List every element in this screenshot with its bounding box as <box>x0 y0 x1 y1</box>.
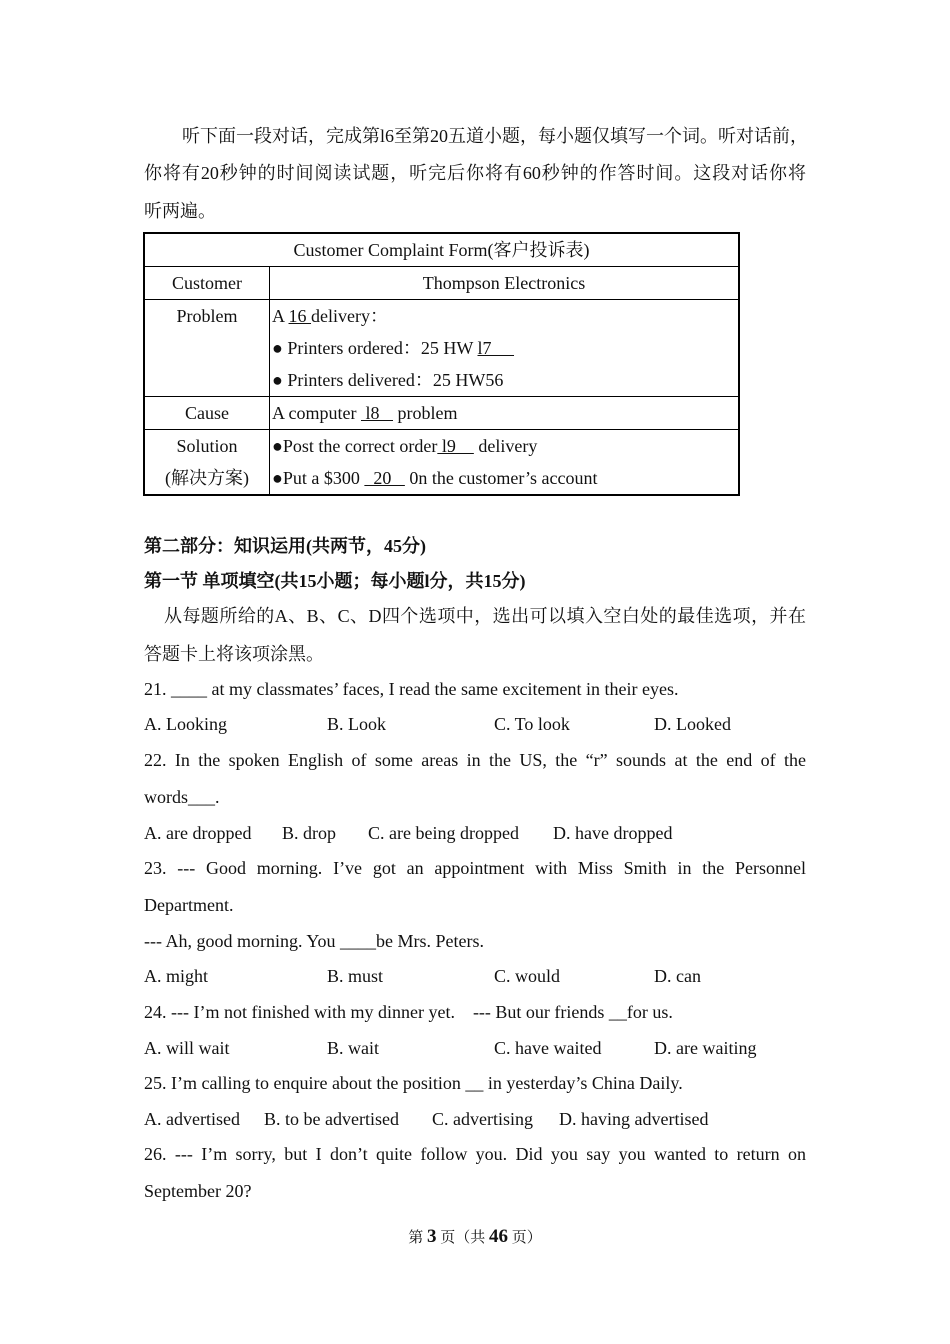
intro-line-3: 听两遍。 <box>144 201 216 221</box>
intro-line-2: 你将有20秒钟的时间阅读试题，听完后你将有60秒钟的作答时间。这段对话你将 <box>144 163 806 183</box>
problem-label: Problem <box>144 300 270 397</box>
footer-pre: 第 <box>408 1230 427 1246</box>
printers-ordered-text: ● Printers ordered：25 HW <box>272 338 473 358</box>
question-22-line-1: 22. In the spoken English of some areas in the US, the “r” sounds at the end of the <box>144 750 806 770</box>
solution-line-1 <box>272 430 736 462</box>
q21-option-d: D. Looked <box>654 714 731 734</box>
cause-text-a: A computer <box>272 403 357 423</box>
solution-1-text-b: delivery <box>473 436 538 456</box>
question-22-line-2: words___. <box>144 787 220 807</box>
question-23-line-2: Department. <box>144 895 234 915</box>
page-footer <box>0 1226 950 1248</box>
instructions-line-1: 从每题所给的A、B、C、D四个选项中，选出可以填入空白处的最佳选项，并在 <box>164 606 806 626</box>
q25-option-a: A. advertised <box>144 1109 240 1129</box>
q24-option-b: B. wait <box>327 1038 379 1058</box>
question-23-line-3: --- Ah, good morning. You ____be Mrs. Peters. <box>144 931 484 951</box>
solution-2-text-b: 0n the customer’s account <box>404 468 598 488</box>
q24-option-c: C. have waited <box>494 1038 602 1058</box>
solution-label-line-1: Solution <box>176 436 238 456</box>
q23-option-b: B. must <box>327 966 384 986</box>
q24-option-d: D. are waiting <box>654 1038 757 1058</box>
footer-post: 页） <box>508 1230 542 1246</box>
blank-19: l9 <box>437 436 474 456</box>
problem-text-a: A <box>272 306 285 326</box>
question-25: 25. I’m calling to enquire about the position __ in yesterday’s China Daily. <box>144 1073 683 1093</box>
blank-18: l8 <box>360 403 393 423</box>
total-pages: 46 <box>489 1226 508 1247</box>
printers-delivered-text: ● Printers delivered：25 HW56 <box>272 370 504 390</box>
question-21: 21. ____ at my classmates’ faces, I read the same excitement in their eyes. <box>144 679 679 699</box>
solution-1-text-a: ●Post the correct order <box>272 436 438 456</box>
solution-2-text-a: ●Put a $300 <box>272 468 360 488</box>
q21-option-c: C. To look <box>494 714 570 734</box>
intro-line-1: 听下面一段对话，完成第l6至第20五道小题，每小题仅填写一个词。听对话前， <box>182 126 808 146</box>
question-26-line-1: 26. --- I’m sorry, but I don’t quite follow you. Did you say you wanted to return on <box>144 1144 806 1164</box>
cause-cell <box>270 397 740 430</box>
q25-option-b: B. to be advertised <box>264 1109 399 1129</box>
q22-option-d: D. have dropped <box>553 823 673 843</box>
q22-option-b: B. drop <box>282 823 336 843</box>
solution-label-line-2: (解决方案) <box>165 468 249 488</box>
q22-option-a: A. are dropped <box>144 823 252 843</box>
customer-value: Thompson Electronics <box>270 267 740 300</box>
part2-heading: 第二部分：知识运用(共两节，45分) <box>144 536 426 556</box>
q25-option-c: C. advertising <box>432 1109 533 1129</box>
complaint-form-table <box>143 232 740 496</box>
question-23-line-1: 23. --- Good morning. I’ve got an appointment with Miss Smith in the Personnel <box>144 858 806 878</box>
page-number: 3 <box>426 1226 437 1247</box>
cause-text-b: problem <box>393 403 458 423</box>
cause-label: Cause <box>144 397 270 430</box>
question-24: 24. --- I’m not finished with my dinner yet. --- But our friends __for us. <box>144 1002 673 1022</box>
problem-line-1 <box>272 300 736 332</box>
problem-cell <box>270 300 740 397</box>
q23-option-d: D. can <box>654 966 701 986</box>
q21-option-b: B. Look <box>327 714 387 734</box>
blank-17: l7 <box>477 338 515 358</box>
q25-option-d: D. having advertised <box>559 1109 709 1129</box>
customer-label: Customer <box>144 267 270 300</box>
q23-option-c: C. would <box>494 966 561 986</box>
question-26-line-2: September 20? <box>144 1181 252 1201</box>
blank-20: 20 <box>364 468 405 488</box>
blank-16: 16 <box>288 306 312 326</box>
footer-mid: 页（共 <box>436 1230 489 1246</box>
solution-line-2 <box>272 462 736 494</box>
form-title: Customer Complaint Form(客户投诉表) <box>144 233 739 267</box>
solution-label <box>144 430 270 496</box>
q23-option-a: A. might <box>144 966 209 986</box>
q22-option-c: C. are being dropped <box>368 823 519 843</box>
problem-line-2 <box>272 332 736 364</box>
instructions-line-2: 答题卡上将该项涂黑。 <box>144 644 324 664</box>
q21-option-a: A. Looking <box>144 714 227 734</box>
solution-cell <box>270 430 740 496</box>
problem-text-b: delivery： <box>311 306 388 326</box>
q24-option-a: A. will wait <box>144 1038 230 1058</box>
section1-heading: 第一节 单项填空(共15小题；每小题l分，共15分) <box>144 571 526 591</box>
